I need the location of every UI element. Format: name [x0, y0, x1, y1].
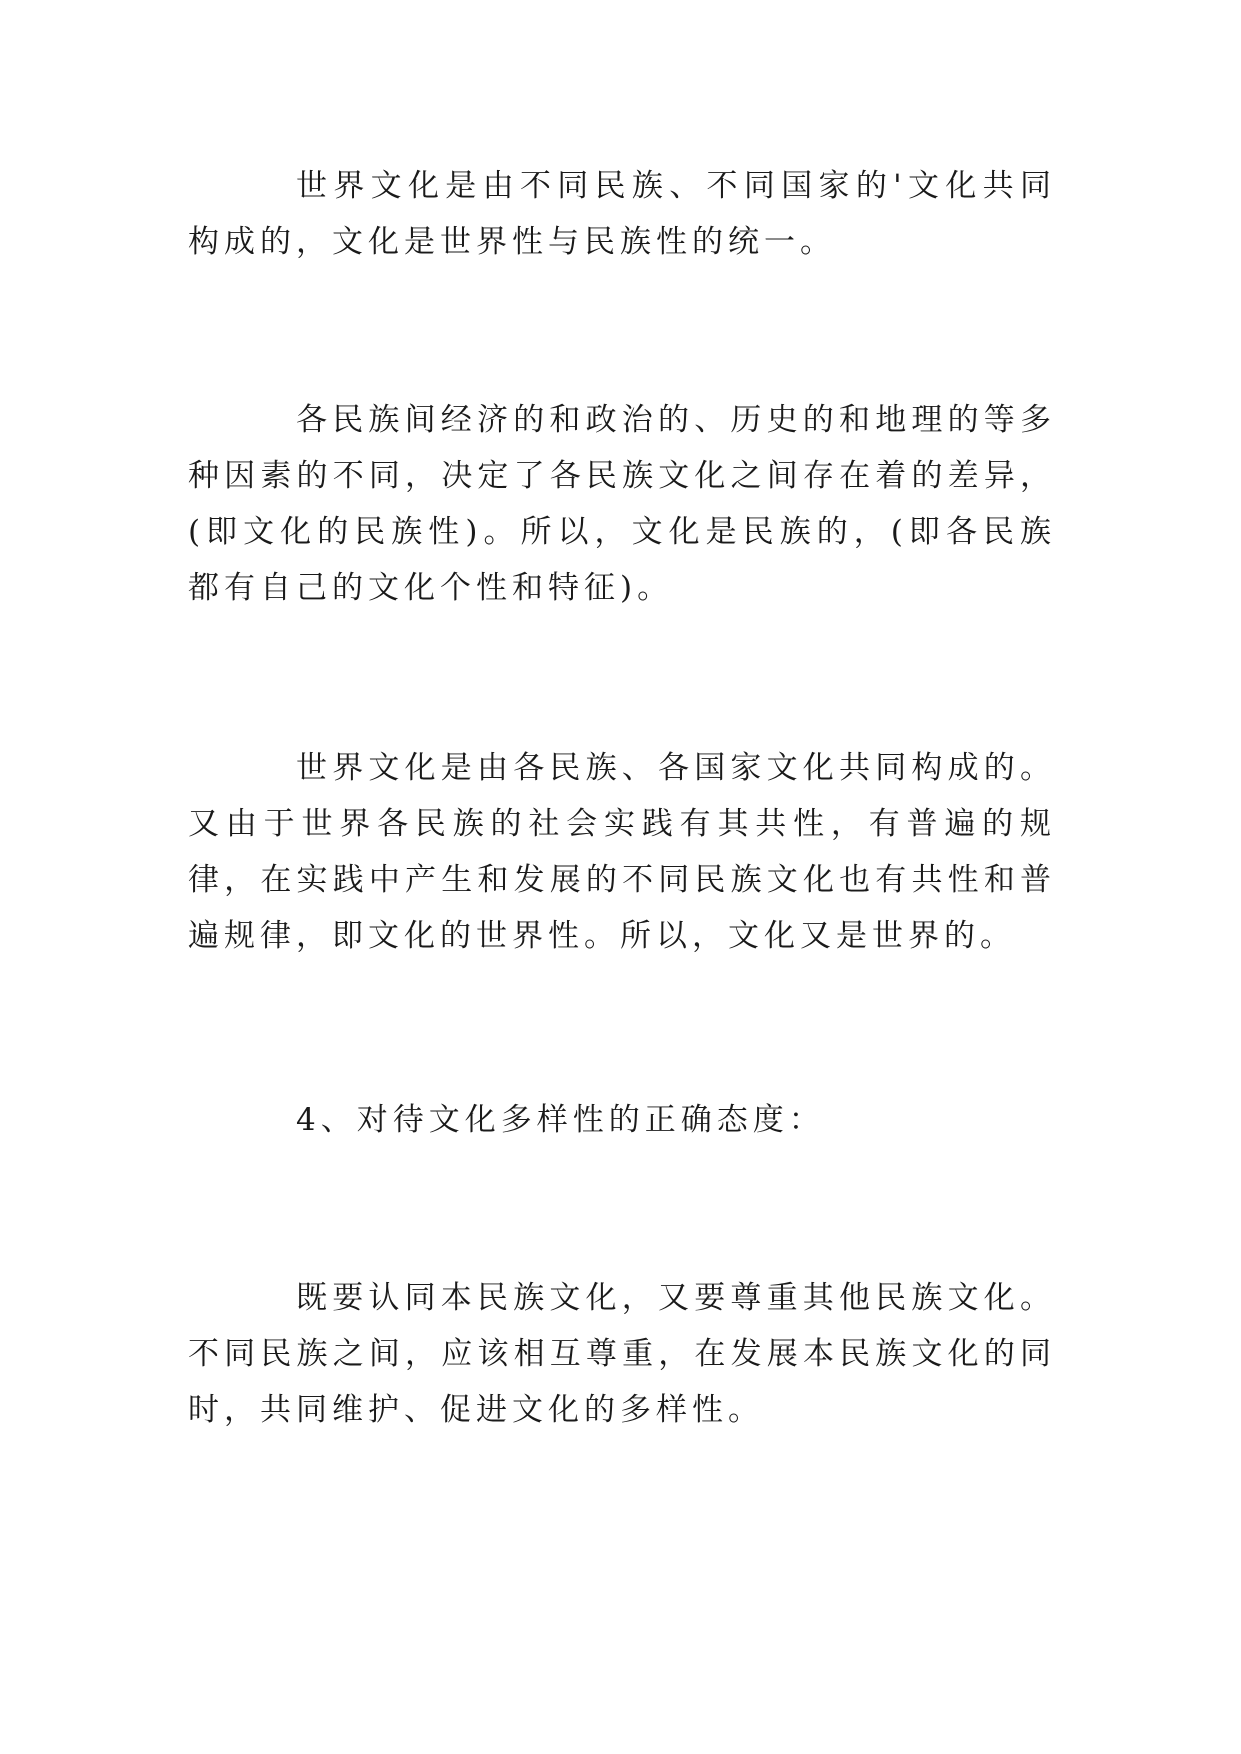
paragraph-national-character: 各民族间经济的和政治的、历史的和地理的等多种因素的不同，决定了各民族文化之间存在着的差异，(即文化的民族性)。所以，文化是民族的，(即各民族都有自己的文化个性和特征)。	[188, 402, 1056, 606]
paragraph-respect-diversity: 既要认同本民族文化，又要尊重其他民族文化。不同民族之间，应该相互尊重，在发展本民族文化的同时，共同维护、促进文化的多样性。	[188, 1280, 1056, 1428]
section-heading-correct-attitude: 4、对待文化多样性的正确态度：	[296, 1102, 825, 1138]
paragraph-world-character: 世界文化是由各民族、各国家文化共同构成的。又由于世界各民族的社会实践有其共性，有普遍的规律，在实践中产生和发展的不同民族文化也有共性和普遍规律，即文化的世界性。所以，文化又是世界的。	[188, 750, 1056, 954]
paragraph-world-culture-composition: 世界文化是由不同民族、不同国家的'文化共同构成的，文化是世界性与民族性的统一。	[188, 168, 1056, 260]
